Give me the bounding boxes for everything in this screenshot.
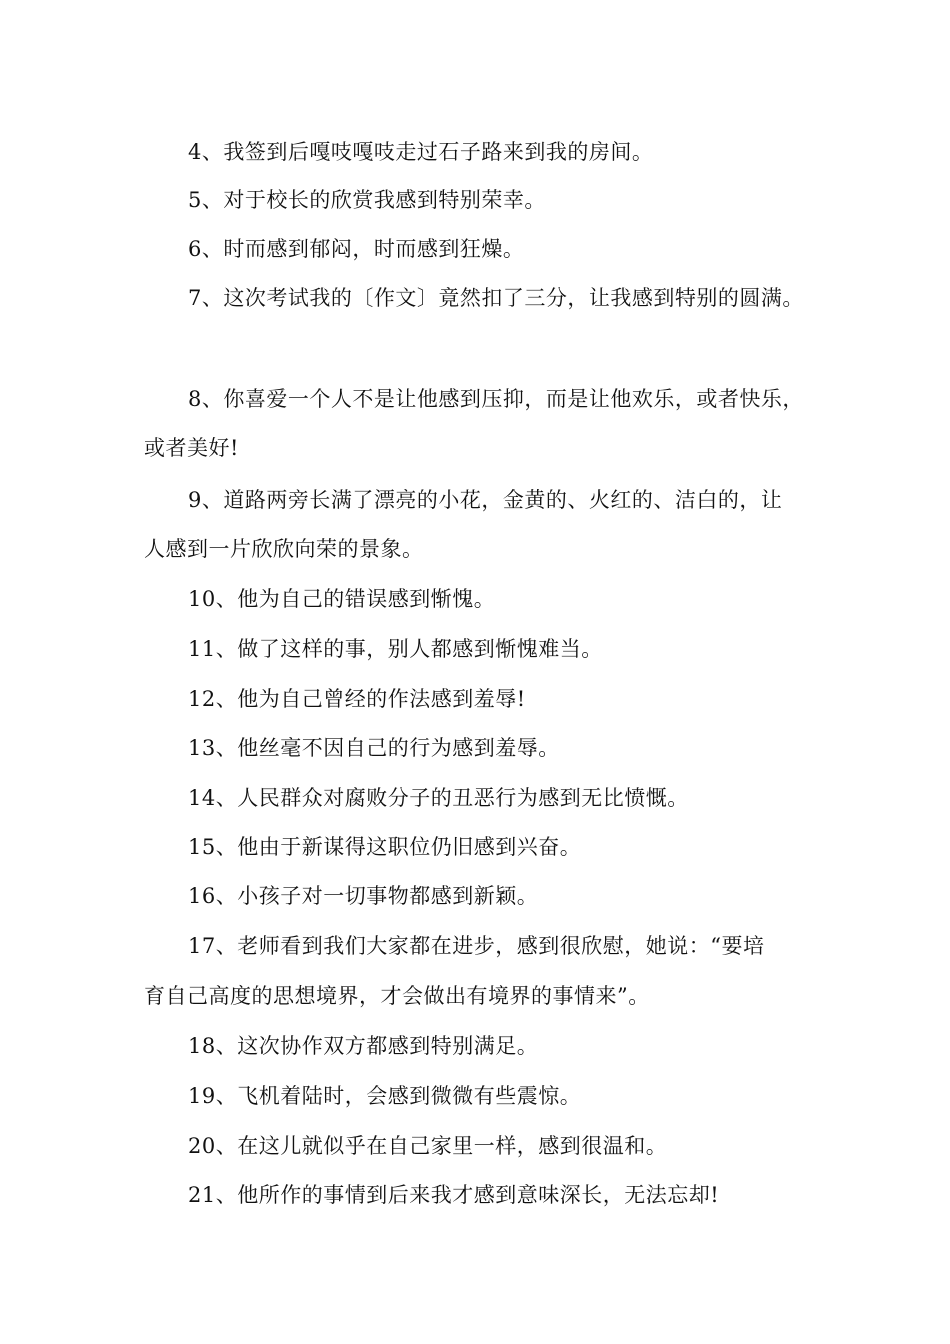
sentence-9-line-1: 9、道路两旁长满了漂亮的小花，金黄的、火红的、洁白的，让 bbox=[188, 488, 783, 512]
sentence-18: 18、这次协作双方都感到特别满足。 bbox=[188, 1034, 539, 1058]
sentence-9-line-2: 人感到一片欣欣向荣的景象。 bbox=[144, 537, 424, 561]
sentence-20: 20、在这儿就似乎在自己家里一样，感到很温和。 bbox=[188, 1134, 668, 1158]
sentence-13: 13、他丝毫不因自己的行为感到羞辱。 bbox=[188, 736, 560, 760]
sentence-8-line-2: 或者美好! bbox=[144, 436, 239, 460]
sentence-7: 7、这次考试我的〔作文〕竟然扣了三分，让我感到特别的圆满。 bbox=[188, 286, 804, 310]
sentence-19: 19、飞机着陆时，会感到微微有些震惊。 bbox=[188, 1084, 582, 1108]
sentence-17-line-1: 17、老师看到我们大家都在进步，感到很欣慰，她说：“要培 bbox=[188, 934, 765, 958]
sentence-17-line-2: 育自己高度的思想境界，才会做出有境界的事情来”。 bbox=[144, 984, 650, 1008]
sentence-16: 16、小孩子对一切事物都感到新颖。 bbox=[188, 884, 539, 908]
sentence-11: 11、做了这样的事，别人都感到惭愧难当。 bbox=[188, 637, 603, 661]
sentence-10: 10、他为自己的错误感到惭愧。 bbox=[188, 587, 496, 611]
sentence-5: 5、对于校长的欣赏我感到特别荣幸。 bbox=[188, 188, 546, 212]
sentence-6: 6、时而感到郁闷，时而感到狂燥。 bbox=[188, 237, 525, 261]
sentence-12: 12、他为自己曾经的作法感到羞辱! bbox=[188, 687, 526, 711]
sentence-4: 4、我签到后嘎吱嘎吱走过石子路来到我的房间。 bbox=[188, 140, 654, 164]
sentence-14: 14、人民群众对腐败分子的丑恶行为感到无比愤慨。 bbox=[188, 786, 689, 810]
sentence-8-line-1: 8、你喜爱一个人不是让他感到压抑，而是让他欢乐，或者快乐， bbox=[188, 387, 804, 411]
sentence-21: 21、他所作的事情到后来我才感到意味深长，无法忘却! bbox=[188, 1183, 720, 1207]
sentence-15: 15、他由于新谋得这职位仍旧感到兴奋。 bbox=[188, 835, 582, 859]
